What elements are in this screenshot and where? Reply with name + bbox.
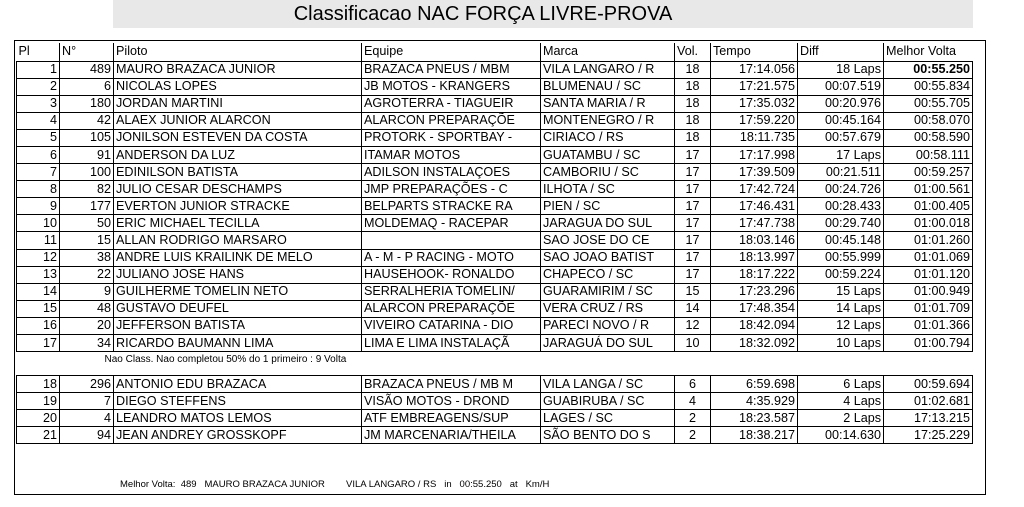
footer-piloto: MAURO BRAZACA JUNIOR [204,479,325,490]
cell-melhor: 00:59.694 [884,376,973,393]
cell-piloto: JONILSON ESTEVEN DA COSTA [114,129,362,146]
cell-num: 9 [60,283,114,300]
cell-vol: 17 [675,164,711,181]
footer-num: 489 [180,479,197,490]
cell-pl: 5 [17,129,60,146]
cell-vol: 15 [675,283,711,300]
cell-piloto: GUILHERME TOMELIN NETO [114,283,362,300]
cell-diff: 00:45.164 [798,112,884,129]
cell-melhor: 01:00.018 [884,215,973,232]
cell-piloto: RICARDO BAUMANN LIMA [114,335,362,352]
cell-pl: 1 [17,61,60,78]
cell-vol: 18 [675,129,711,146]
cell-piloto: JULIANO JOSE HANS [114,266,362,283]
cell-piloto: EDINILSON BATISTA [114,164,362,181]
cell-vol: 4 [675,393,711,410]
cell-vol: 18 [675,61,711,78]
cell-num: 4 [60,410,114,427]
cell-vol: 17 [675,232,711,249]
cell-pl: 3 [17,95,60,112]
cell-piloto: JEFFERSON BATISTA [114,317,362,334]
cell-num: 38 [60,249,114,266]
cell-marca: LAGES / SC [541,410,675,427]
cell-vol: 14 [675,300,711,317]
table-row [17,300,973,317]
cell-num: 20 [60,317,114,334]
cell-melhor: 01:01.069 [884,249,973,266]
cell-melhor: 17:25.229 [884,427,973,444]
cell-tempo: 18:03.146 [711,232,798,249]
cell-num: 94 [60,427,114,444]
cell-melhor: 00:58.111 [884,146,973,163]
cell-marca: VILA LANGARO / R [541,61,675,78]
table-row [17,249,973,266]
cell-marca: PARECI NOVO / R [541,317,675,334]
cell-melhor: 01:00.794 [884,335,973,352]
cell-diff: 00:21.511 [798,164,884,181]
cell-piloto: DIEGO STEFFENS [114,393,362,410]
cell-melhor: 01:01.120 [884,266,973,283]
cell-num: 22 [60,266,114,283]
cell-diff: 18 Laps [798,61,884,78]
cell-vol: 17 [675,198,711,215]
cell-tempo: 18:38.217 [711,427,798,444]
cell-melhor: 00:58.590 [884,129,973,146]
cell-pl: 11 [17,232,60,249]
cell-tempo: 4:35.929 [711,393,798,410]
table-row [17,317,973,334]
table-row [17,181,973,198]
cell-num: 105 [60,129,114,146]
cell-diff: 12 Laps [798,317,884,334]
table-row [17,164,973,181]
cell-equipe [362,232,541,249]
cell-marca: BLUMENAU / SC [541,78,675,95]
cell-piloto: ANTONIO EDU BRAZACA [114,376,362,393]
cell-tempo: 18:13.997 [711,249,798,266]
cell-tempo: 17:14.056 [711,61,798,78]
cell-diff: 00:07.519 [798,78,884,95]
cell-equipe: HAUSEHOOK- RONALDO [362,266,541,283]
cell-diff: 00:28.433 [798,198,884,215]
cell-marca: GUATAMBU / SC [541,146,675,163]
cell-piloto: ANDRE LUIS KRAILINK DE MELO [114,249,362,266]
cell-tempo: 17:42.724 [711,181,798,198]
cell-num: 91 [60,146,114,163]
cell-tempo: 17:21.575 [711,78,798,95]
cell-equipe: JMP PREPARAÇÕES - C [362,181,541,198]
cell-marca: CIRIACO / RS [541,129,675,146]
table-row [17,427,973,444]
cell-vol: 10 [675,335,711,352]
cell-diff: 00:45.148 [798,232,884,249]
cell-pl: 20 [17,410,60,427]
non-classified-note: Nao Class. Nao completou 50% do 1 primeiro : 9 Volta [104,354,347,366]
col-header-num: N° [60,43,114,61]
cell-vol: 17 [675,215,711,232]
cell-melhor: 01:02.681 [884,393,973,410]
cell-num: 489 [60,61,114,78]
cell-tempo: 17:48.354 [711,300,798,317]
cell-diff: 00:55.999 [798,249,884,266]
cell-melhor: 01:01.709 [884,300,973,317]
col-header-diff: Diff [798,43,884,61]
cell-equipe: PROTORK - SPORTBAY - [362,129,541,146]
cell-diff: 14 Laps [798,300,884,317]
cell-equipe: ATF EMBREAGENS/SUP [362,410,541,427]
col-header-pl: Pl [17,43,60,61]
cell-pl: 12 [17,249,60,266]
cell-piloto: ERIC MICHAEL TECILLA [114,215,362,232]
cell-diff: 15 Laps [798,283,884,300]
table-row [17,232,973,249]
table-row [17,335,973,352]
cell-pl: 13 [17,266,60,283]
cell-tempo: 18:23.587 [711,410,798,427]
cell-equipe: BELPARTS STRACKE RA [362,198,541,215]
cell-vol: 18 [675,112,711,129]
footer-best-lap [120,479,549,490]
footer-label: Melhor Volta: [120,479,176,490]
cell-num: 15 [60,232,114,249]
table-row [17,376,973,393]
spacer-row [17,368,973,376]
cell-equipe: JB MOTOS - KRANGERS [362,78,541,95]
table-row [17,78,973,95]
table-row [17,129,973,146]
cell-marca: GUARAMIRIM / SC [541,283,675,300]
cell-diff: 6 Laps [798,376,884,393]
footer-time: 00:55.250 [459,479,502,490]
col-header-equipe: Equipe [362,43,541,61]
cell-marca: MONTENEGRO / R [541,112,675,129]
cell-vol: 2 [675,410,711,427]
cell-num: 296 [60,376,114,393]
header-row [17,43,973,61]
cell-tempo: 17:46.431 [711,198,798,215]
cell-melhor: 01:00.949 [884,283,973,300]
footer-in: in [444,479,452,490]
cell-diff: 10 Laps [798,335,884,352]
cell-vol: 18 [675,78,711,95]
cell-num: 6 [60,78,114,95]
cell-equipe: VISÃO MOTOS - DROND [362,393,541,410]
cell-num: 7 [60,393,114,410]
cell-piloto: JEAN ANDREY GROSSKOPF [114,427,362,444]
cell-piloto: ALLAN RODRIGO MARSARO [114,232,362,249]
cell-num: 42 [60,112,114,129]
cell-vol: 17 [675,146,711,163]
cell-melhor: 00:58.070 [884,112,973,129]
cell-marca: ILHOTA / SC [541,181,675,198]
cell-equipe: ADILSON INSTALAÇOES [362,164,541,181]
cell-equipe: BRAZACA PNEUS / MBM [362,61,541,78]
cell-equipe: MOLDEMAQ - RACEPAR [362,215,541,232]
cell-tempo: 17:17.998 [711,146,798,163]
cell-equipe: A - M - P RACING - MOTO [362,249,541,266]
cell-tempo: 17:35.032 [711,95,798,112]
cell-marca: SANTA MARIA / R [541,95,675,112]
cell-diff: 4 Laps [798,393,884,410]
table-row [17,198,973,215]
cell-melhor: 01:01.366 [884,317,973,334]
cell-pl: 15 [17,300,60,317]
cell-vol: 12 [675,317,711,334]
cell-vol: 17 [675,249,711,266]
col-header-piloto: Piloto [114,43,362,61]
cell-marca: SAO JOSE DO CE [541,232,675,249]
cell-tempo: 18:11.735 [711,129,798,146]
cell-equipe: AGROTERRA - TIAGUEIR [362,95,541,112]
cell-piloto: GUSTAVO DEUFEL [114,300,362,317]
cell-num: 100 [60,164,114,181]
cell-vol: 17 [675,266,711,283]
cell-pl: 6 [17,146,60,163]
cell-melhor: 01:00.561 [884,181,973,198]
table-row [17,61,973,78]
cell-diff: 00:20.976 [798,95,884,112]
cell-vol: 18 [675,95,711,112]
cell-melhor: 17:13.215 [884,410,973,427]
cell-vol: 17 [675,181,711,198]
cell-num: 50 [60,215,114,232]
footer-marca: VILA LANGARO / RS [346,479,437,490]
cell-melhor: 00:55.834 [884,78,973,95]
cell-marca: VILA LANGA / SC [541,376,675,393]
cell-pl: 19 [17,393,60,410]
footer-at: at [509,479,518,490]
cell-marca: SÃO BENTO DO S [541,427,675,444]
cell-num: 82 [60,181,114,198]
col-header-melhor-volta: Melhor Volta [884,43,973,61]
page-title: Classificacao NAC FORÇA LIVRE-PROVA [293,3,673,25]
table-row [17,95,973,112]
cell-equipe: SERRALHERIA TOMELIN/ [362,283,541,300]
cell-marca: GUABIRUBA / SC [541,393,675,410]
cell-num: 34 [60,335,114,352]
cell-pl: 8 [17,181,60,198]
cell-pl: 2 [17,78,60,95]
cell-tempo: 17:47.738 [711,215,798,232]
table-row [17,410,973,427]
cell-equipe: JM MARCENARIA/THEILA [362,427,541,444]
cell-tempo: 17:39.509 [711,164,798,181]
cell-tempo: 17:59.220 [711,112,798,129]
cell-marca: SAO JOAO BATIST [541,249,675,266]
note-row [17,352,973,368]
cell-pl: 17 [17,335,60,352]
cell-diff: 00:14.630 [798,427,884,444]
cell-tempo: 18:17.222 [711,266,798,283]
cell-diff: 00:57.679 [798,129,884,146]
cell-diff: 00:29.740 [798,215,884,232]
cell-num: 180 [60,95,114,112]
footer-unit: Km/H [525,479,550,490]
cell-pl: 21 [17,427,60,444]
cell-tempo: 18:32.092 [711,335,798,352]
cell-marca: VERA CRUZ / RS [541,300,675,317]
cell-pl: 9 [17,198,60,215]
cell-piloto: ANDERSON DA LUZ [114,146,362,163]
spacer-cell [17,368,973,376]
cell-pl: 14 [17,283,60,300]
table-row [17,393,973,410]
cell-pl: 10 [17,215,60,232]
table-row [17,283,973,300]
cell-melhor: 00:59.257 [884,164,973,181]
cell-piloto: EVERTON JUNIOR STRACKE [114,198,362,215]
cell-pl: 7 [17,164,60,181]
cell-equipe: ALARCON PREPARAÇÕE [362,112,541,129]
cell-equipe: ALARCON PREPARAÇÕE [362,300,541,317]
cell-equipe: LIMA E LIMA INSTALAÇÃ [362,335,541,352]
cell-melhor: 01:01.260 [884,232,973,249]
cell-vol: 6 [675,376,711,393]
cell-melhor: 01:00.405 [884,198,973,215]
cell-piloto: LEANDRO MATOS LEMOS [114,410,362,427]
cell-tempo: 17:23.296 [711,283,798,300]
cell-pl: 4 [17,112,60,129]
cell-piloto: JORDAN MARTINI [114,95,362,112]
cell-melhor: 00:55.250 [884,61,973,78]
cell-pl: 16 [17,317,60,334]
cell-equipe: BRAZACA PNEUS / MB M [362,376,541,393]
table-row [17,215,973,232]
col-header-marca: Marca [541,43,675,61]
cell-piloto: MAURO BRAZACA JUNIOR [114,61,362,78]
cell-tempo: 6:59.698 [711,376,798,393]
cell-diff: 17 Laps [798,146,884,163]
cell-num: 177 [60,198,114,215]
col-header-tempo: Tempo [711,43,798,61]
cell-num: 48 [60,300,114,317]
cell-melhor: 00:55.705 [884,95,973,112]
col-header-vol: Vol. [675,43,711,61]
cell-marca: JARAGUA DO SUL [541,215,675,232]
cell-diff: 2 Laps [798,410,884,427]
cell-equipe: VIVEIRO CATARINA - DIO [362,317,541,334]
cell-pl: 18 [17,376,60,393]
table-row [17,266,973,283]
cell-equipe: ITAMAR MOTOS [362,146,541,163]
table-row [17,112,973,129]
cell-vol: 2 [675,427,711,444]
results-table [16,43,973,444]
cell-marca: CAMBORIU / SC [541,164,675,181]
cell-marca: JARAGUÁ DO SUL [541,335,675,352]
cell-diff: 00:59.224 [798,266,884,283]
cell-piloto: ALAEX JUNIOR ALARCON [114,112,362,129]
cell-diff: 00:24.726 [798,181,884,198]
cell-marca: CHAPECO / SC [541,266,675,283]
table-row [17,146,973,163]
cell-piloto: JULIO CESAR DESCHAMPS [114,181,362,198]
cell-tempo: 18:42.094 [711,317,798,334]
cell-piloto: NICOLAS LOPES [114,78,362,95]
cell-marca: PIEN / SC [541,198,675,215]
